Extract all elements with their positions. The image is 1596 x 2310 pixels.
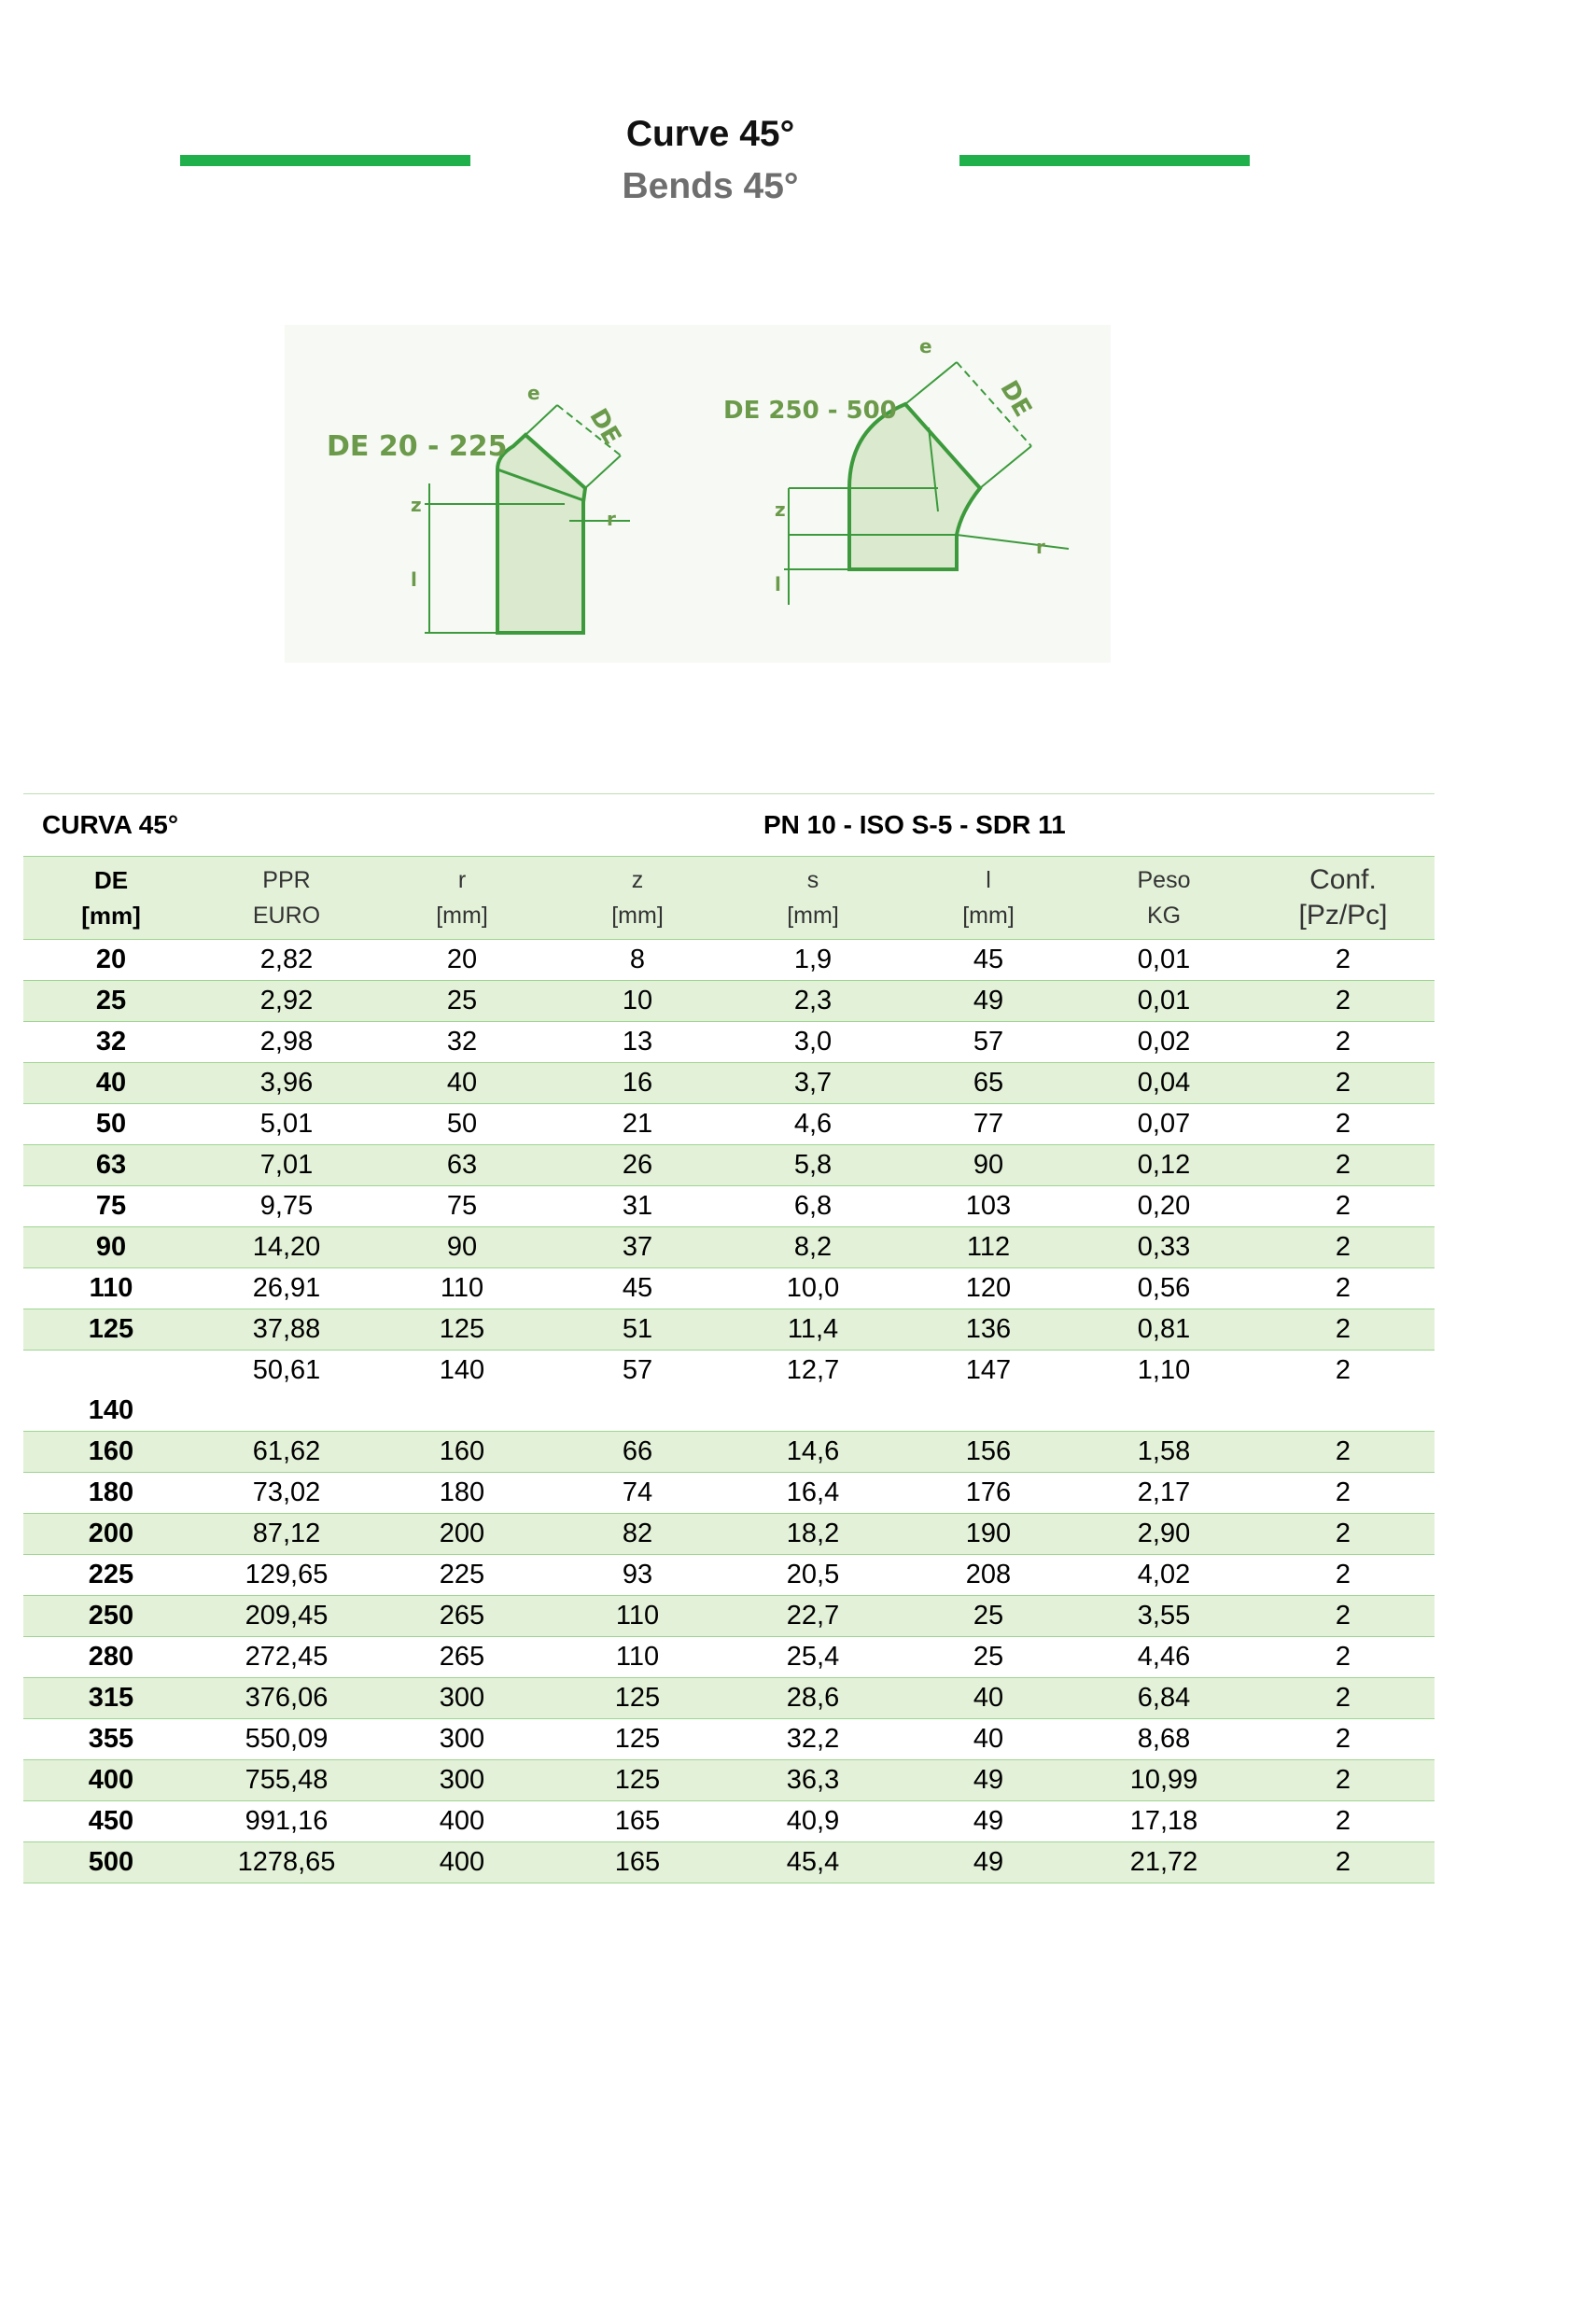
table-cell: 77 [901,1104,1076,1145]
dimensions-table [23,856,1435,1883]
table-cell: 14,20 [199,1227,374,1268]
large-dim-e: e [919,335,932,357]
table-cell: 550,09 [199,1719,374,1760]
large-dim-r: r [1036,536,1045,558]
table-cell: 165 [550,1842,725,1883]
table-cell: 74 [550,1473,725,1514]
table-row [23,1719,1435,1760]
table-cell: 5,8 [725,1145,901,1186]
table-cell: 16,4 [725,1473,901,1514]
large-bend-label: DE 250 - 500 [723,397,897,425]
table-cell: 0,04 [1076,1063,1252,1104]
table-cell: 300 [374,1678,550,1719]
table-cell: 156 [901,1432,1076,1473]
series-spec: PN 10 - ISO S-5 - SDR 11 [763,810,1066,839]
table-cell: 0,56 [1076,1268,1252,1309]
table-cell: 63 [374,1145,550,1186]
table-cell: 25 [901,1596,1076,1637]
column-header-r: r [mm] [374,857,550,940]
table-row [23,1145,1435,1186]
table-cell: 0,01 [1076,981,1252,1022]
table-cell: 125 [550,1678,725,1719]
table-cell: 140 [374,1351,550,1432]
table-cell: 265 [374,1596,550,1637]
column-header-s: s [mm] [725,857,901,940]
table-cell: 1,10 [1076,1351,1252,1432]
table-cell: 2 [1252,1678,1435,1719]
small-dim-de: DE [583,403,626,450]
series-header [23,793,1435,856]
table-cell: 10,99 [1076,1760,1252,1801]
table-row [23,1514,1435,1555]
table-cell: 22,7 [725,1596,901,1637]
table-cell: 90 [23,1227,199,1268]
table-cell: 450 [23,1801,199,1842]
table-cell: 31 [550,1186,725,1227]
table-cell: 90 [901,1145,1076,1186]
table-cell: 208 [901,1555,1076,1596]
table-cell: 51 [550,1309,725,1351]
table-cell: 400 [374,1801,550,1842]
table-cell: 2 [1252,1760,1435,1801]
table-cell: 65 [901,1063,1076,1104]
table-cell: 2 [1252,1186,1435,1227]
table-cell: 6,8 [725,1186,901,1227]
table-cell: 500 [23,1842,199,1883]
table-cell: 87,12 [199,1514,374,1555]
table-cell: 2 [1252,1268,1435,1309]
table-cell: 120 [901,1268,1076,1309]
table-cell: 991,16 [199,1801,374,1842]
table-cell: 3,55 [1076,1596,1252,1637]
table-cell: 140 [23,1351,199,1432]
table-cell: 16 [550,1063,725,1104]
table-cell: 2 [1252,940,1435,981]
small-dim-r: r [607,508,616,530]
table-row [23,1309,1435,1351]
table-cell: 20 [374,940,550,981]
table-cell: 8,68 [1076,1719,1252,1760]
table-cell: 110 [23,1268,199,1309]
table-cell: 49 [901,1760,1076,1801]
table-row [23,940,1435,981]
table-cell: 160 [374,1432,550,1473]
table-cell: 2 [1252,1473,1435,1514]
table-cell: 49 [901,981,1076,1022]
table-cell: 2 [1252,1104,1435,1145]
table-cell: 3,96 [199,1063,374,1104]
table-row [23,1760,1435,1801]
table-cell: 2 [1252,1596,1435,1637]
table-cell: 14,6 [725,1432,901,1473]
table-cell: 12,7 [725,1351,901,1432]
table-row [23,1351,1435,1432]
table-cell: 49 [901,1842,1076,1883]
table-cell: 40 [901,1719,1076,1760]
bend-diagram-drawing [285,325,1111,663]
column-header-pack: Conf. [Pz/Pc] [1252,857,1435,940]
table-cell: 50,61 [199,1351,374,1432]
table-cell: 4,02 [1076,1555,1252,1596]
table-row [23,1637,1435,1678]
table-cell: 45 [901,940,1076,981]
table-cell: 50 [23,1104,199,1145]
table-cell: 0,12 [1076,1145,1252,1186]
table-row [23,1842,1435,1883]
table-cell: 250 [23,1596,199,1637]
table-cell: 3,7 [725,1063,901,1104]
large-dim-z: z [775,498,786,521]
table-cell: 355 [23,1719,199,1760]
table-cell: 50 [374,1104,550,1145]
page-title: Curve 45° [625,114,795,154]
table-cell: 400 [23,1760,199,1801]
table-cell: 63 [23,1145,199,1186]
table-cell: 40 [901,1678,1076,1719]
table-cell: 73,02 [199,1473,374,1514]
table-cell: 2 [1252,1432,1435,1473]
table-row [23,1678,1435,1719]
table-cell: 45 [550,1268,725,1309]
table-cell: 1,58 [1076,1432,1252,1473]
table-row [23,1227,1435,1268]
column-header-price: PPR EURO [199,857,374,940]
table-cell: 2 [1252,1063,1435,1104]
table-cell: 129,65 [199,1555,374,1596]
table-cell: 32 [23,1022,199,1063]
table-row [23,1104,1435,1145]
table-cell: 2 [1252,1514,1435,1555]
table-cell: 40,9 [725,1801,901,1842]
table-cell: 37,88 [199,1309,374,1351]
table-cell: 26 [550,1145,725,1186]
table-cell: 112 [901,1227,1076,1268]
table-cell: 2 [1252,1227,1435,1268]
table-header-row [23,857,1435,940]
table-cell: 225 [374,1555,550,1596]
table-cell: 2 [1252,1842,1435,1883]
table-cell: 57 [901,1022,1076,1063]
table-row [23,1432,1435,1473]
table-cell: 32,2 [725,1719,901,1760]
table-cell: 93 [550,1555,725,1596]
table-cell: 9,75 [199,1186,374,1227]
column-header-z: z [mm] [550,857,725,940]
accent-bar-right [959,155,1250,166]
table-cell: 165 [550,1801,725,1842]
table-cell: 49 [901,1801,1076,1842]
table-cell: 225 [23,1555,199,1596]
table-cell: 75 [374,1186,550,1227]
table-cell: 20,5 [725,1555,901,1596]
table-cell: 2,92 [199,981,374,1022]
table-cell: 0,20 [1076,1186,1252,1227]
page-subtitle: Bends 45° [622,166,799,206]
table-cell: 376,06 [199,1678,374,1719]
table-cell: 2,82 [199,940,374,981]
table-cell: 61,62 [199,1432,374,1473]
table-row [23,1801,1435,1842]
table-cell: 8 [550,940,725,981]
table-cell: 110 [550,1596,725,1637]
table-cell: 2 [1252,1309,1435,1351]
table-cell: 200 [374,1514,550,1555]
table-cell: 18,2 [725,1514,901,1555]
table-cell: 190 [901,1514,1076,1555]
column-header-de: DE [mm] [23,857,199,940]
table-cell: 66 [550,1432,725,1473]
table-cell: 4,46 [1076,1637,1252,1678]
table-cell: 8,2 [725,1227,901,1268]
table-cell: 2 [1252,1351,1435,1432]
table-cell: 136 [901,1309,1076,1351]
table-cell: 280 [23,1637,199,1678]
table-cell: 125 [550,1760,725,1801]
table-row [23,1268,1435,1309]
table-cell: 300 [374,1719,550,1760]
table-cell: 7,01 [199,1145,374,1186]
table-cell: 125 [550,1719,725,1760]
table-cell: 20 [23,940,199,981]
table-cell: 26,91 [199,1268,374,1309]
table-cell: 755,48 [199,1760,374,1801]
table-cell: 17,18 [1076,1801,1252,1842]
table-cell: 265 [374,1637,550,1678]
table-cell: 75 [23,1186,199,1227]
table-cell: 0,07 [1076,1104,1252,1145]
table-cell: 40 [23,1063,199,1104]
table-cell: 110 [550,1637,725,1678]
table-cell: 2 [1252,1719,1435,1760]
table-cell: 32 [374,1022,550,1063]
table-row [23,1063,1435,1104]
table-cell: 125 [23,1309,199,1351]
small-dim-e: e [527,382,540,404]
table-cell: 13 [550,1022,725,1063]
table-cell: 2 [1252,1022,1435,1063]
table-cell: 200 [23,1514,199,1555]
table-cell: 2 [1252,1145,1435,1186]
column-header-weight: Peso KG [1076,857,1252,940]
small-dim-l: l [411,568,417,591]
table-row [23,1555,1435,1596]
table-cell: 176 [901,1473,1076,1514]
table-cell: 10 [550,981,725,1022]
table-cell: 209,45 [199,1596,374,1637]
small-dim-z: z [411,494,422,516]
table-cell: 28,6 [725,1678,901,1719]
table-cell: 25 [23,981,199,1022]
table-cell: 2 [1252,1801,1435,1842]
large-dim-l: l [775,573,781,595]
table-cell: 0,01 [1076,940,1252,981]
table-cell: 2 [1252,1637,1435,1678]
table-cell: 125 [374,1309,550,1351]
table-cell: 2,17 [1076,1473,1252,1514]
table-cell: 315 [23,1678,199,1719]
table-cell: 4,6 [725,1104,901,1145]
table-cell: 1,9 [725,940,901,981]
table-cell: 21,72 [1076,1842,1252,1883]
table-cell: 45,4 [725,1842,901,1883]
table-cell: 2,3 [725,981,901,1022]
table-cell: 2,98 [199,1022,374,1063]
table-cell: 90 [374,1227,550,1268]
table-cell: 36,3 [725,1760,901,1801]
table-cell: 2,90 [1076,1514,1252,1555]
table-row [23,1596,1435,1637]
table-cell: 10,0 [725,1268,901,1309]
table-cell: 0,33 [1076,1227,1252,1268]
table-cell: 300 [374,1760,550,1801]
table-cell: 160 [23,1432,199,1473]
bend-diagram [285,325,1111,663]
table-cell: 25 [374,981,550,1022]
large-dim-de: DE [994,375,1037,422]
table-cell: 1278,65 [199,1842,374,1883]
table-cell: 40 [374,1063,550,1104]
table-body [23,940,1435,1883]
table-cell: 400 [374,1842,550,1883]
table-cell: 2 [1252,1555,1435,1596]
table-cell: 5,01 [199,1104,374,1145]
table-cell: 147 [901,1351,1076,1432]
table-cell: 82 [550,1514,725,1555]
small-bend-label: DE 20 - 225 [327,430,508,463]
table-cell: 37 [550,1227,725,1268]
table-cell: 272,45 [199,1637,374,1678]
table-cell: 6,84 [1076,1678,1252,1719]
table-row [23,1473,1435,1514]
series-name: CURVA 45° [42,810,179,839]
table-cell: 2 [1252,981,1435,1022]
table-cell: 0,02 [1076,1022,1252,1063]
table-cell: 21 [550,1104,725,1145]
column-header-l: l [mm] [901,857,1076,940]
table-row [23,981,1435,1022]
table-row [23,1022,1435,1063]
accent-bar-left [180,155,470,166]
table-cell: 180 [374,1473,550,1514]
table-cell: 103 [901,1186,1076,1227]
table-cell: 25 [901,1637,1076,1678]
table-cell: 25,4 [725,1637,901,1678]
table-cell: 0,81 [1076,1309,1252,1351]
table-cell: 11,4 [725,1309,901,1351]
table-cell: 3,0 [725,1022,901,1063]
table-row [23,1186,1435,1227]
table-cell: 57 [550,1351,725,1432]
table-cell: 110 [374,1268,550,1309]
table-cell: 180 [23,1473,199,1514]
